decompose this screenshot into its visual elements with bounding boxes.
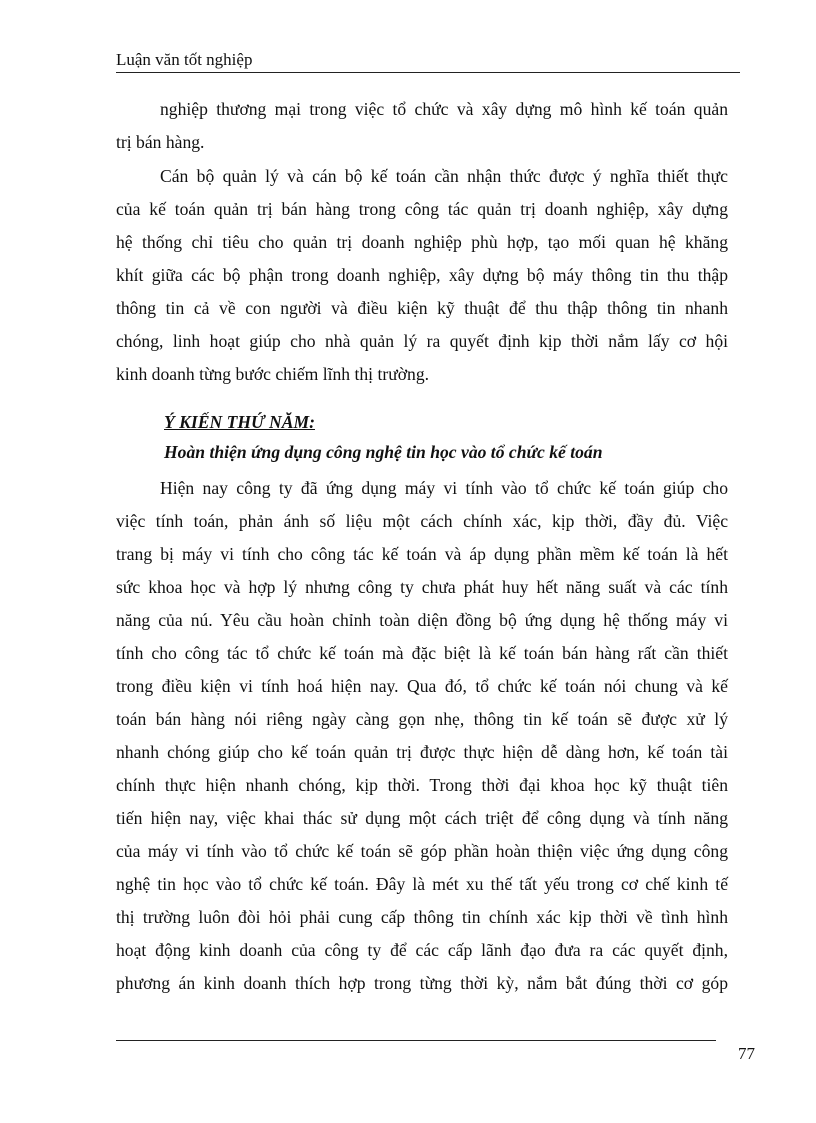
text-line: chóng, linh hoạt giúp cho nhà quản lý ra quyết định kịp thời nắm lấy cơ hội xyxy=(116,331,728,351)
text-line: trang bị máy vi tính cho công tác kế toán và áp dụng phần mềm kế toán là hết xyxy=(116,544,728,564)
text-line: sức khoa học và hợp lý nhưng công ty chưa phát huy hết năng suất và các tính xyxy=(116,577,728,597)
text-line: hệ thống chỉ tiêu cho quản trị doanh nghiệp phù hợp, tạo mối quan hệ khăng xyxy=(116,232,728,252)
text-line: hoạt động kinh doanh của công ty để các cấp lãnh đạo đưa ra các quyết định, xyxy=(116,940,728,960)
text-line: nhanh chóng giúp cho kế toán quản trị được thực hiện dễ dàng hơn, kế toán tài xyxy=(116,742,728,762)
text-line: trong điều kiện vi tính hoá hiện nay. Qua đó, tổ chức kế toán nói chung và kế xyxy=(116,676,728,696)
header-title: Luận văn tốt nghiệp xyxy=(116,50,253,69)
header-rule xyxy=(116,72,740,73)
text-line: phương án kinh doanh thích hợp trong từng thời kỳ, nắm bắt đúng thời cơ góp xyxy=(116,973,728,993)
page-number: 77 xyxy=(738,1044,755,1063)
text-line: nghệ tin học vào tổ chức kế toán. Đây là mét xu thế tất yếu trong cơ chế kinh tế xyxy=(116,874,728,894)
text-line: nghiệp thương mại trong việc tổ chức và xây dựng mô hình kế toán quản xyxy=(160,99,728,119)
section-heading: Ý KIẾN THỨ NĂM: xyxy=(164,412,315,432)
text-line: Hiện nay công ty đã ứng dụng máy vi tính vào tổ chức kế toán giúp cho xyxy=(160,478,728,498)
text-line: thông tin cả về con người và điều kiện kỹ thuật để thu thập thông tin nhanh xyxy=(116,298,728,318)
text-line: thị trường luôn đòi hỏi phải cung cấp thông tin chính xác kịp thời về tình hình xyxy=(116,907,728,927)
text-line: toán bán hàng nói riêng ngày càng gọn nhẹ, thông tin kế toán sẽ được xử lý xyxy=(116,709,728,729)
text-line: năng của nú. Yêu cầu hoàn chỉnh toàn diện đồng bộ ứng dụng hệ thống máy vi xyxy=(116,610,728,630)
text-line: tính cho công tác tổ chức kế toán mà đặc biệt là kế toán bán hàng rất cần thiết xyxy=(116,643,728,663)
section-subheading: Hoàn thiện ứng dụng công nghệ tin học vào tổ chức kế toán xyxy=(164,442,603,462)
text-line: chính thực hiện nhanh chóng, kịp thời. Trong thời đại khoa học kỹ thuật tiên xyxy=(116,775,728,795)
text-line: kinh doanh từng bước chiếm lĩnh thị trường. xyxy=(116,364,430,384)
text-line: của máy vi tính vào tổ chức kế toán sẽ góp phần hoàn thiện việc ứng dụng công xyxy=(116,841,728,861)
text-line: tiến hiện nay, việc khai thác sử dụng một cách triệt để công dụng và tính năng xyxy=(116,808,728,828)
text-line: trị bán hàng. xyxy=(116,132,205,152)
footer-rule xyxy=(116,1040,716,1041)
text-line: của kế toán quản trị bán hàng trong công tác quản trị doanh nghiệp, xây dựng xyxy=(116,199,728,219)
text-line: việc tính toán, phản ánh số liệu một cách chính xác, kịp thời, đầy đủ. Việc xyxy=(116,511,728,531)
text-line: Cán bộ quản lý và cán bộ kế toán cần nhận thức được ý nghĩa thiết thực xyxy=(160,166,728,186)
text-line: khít giữa các bộ phận trong doanh nghiệp, xây dựng bộ máy thông tin thu thập xyxy=(116,265,728,285)
